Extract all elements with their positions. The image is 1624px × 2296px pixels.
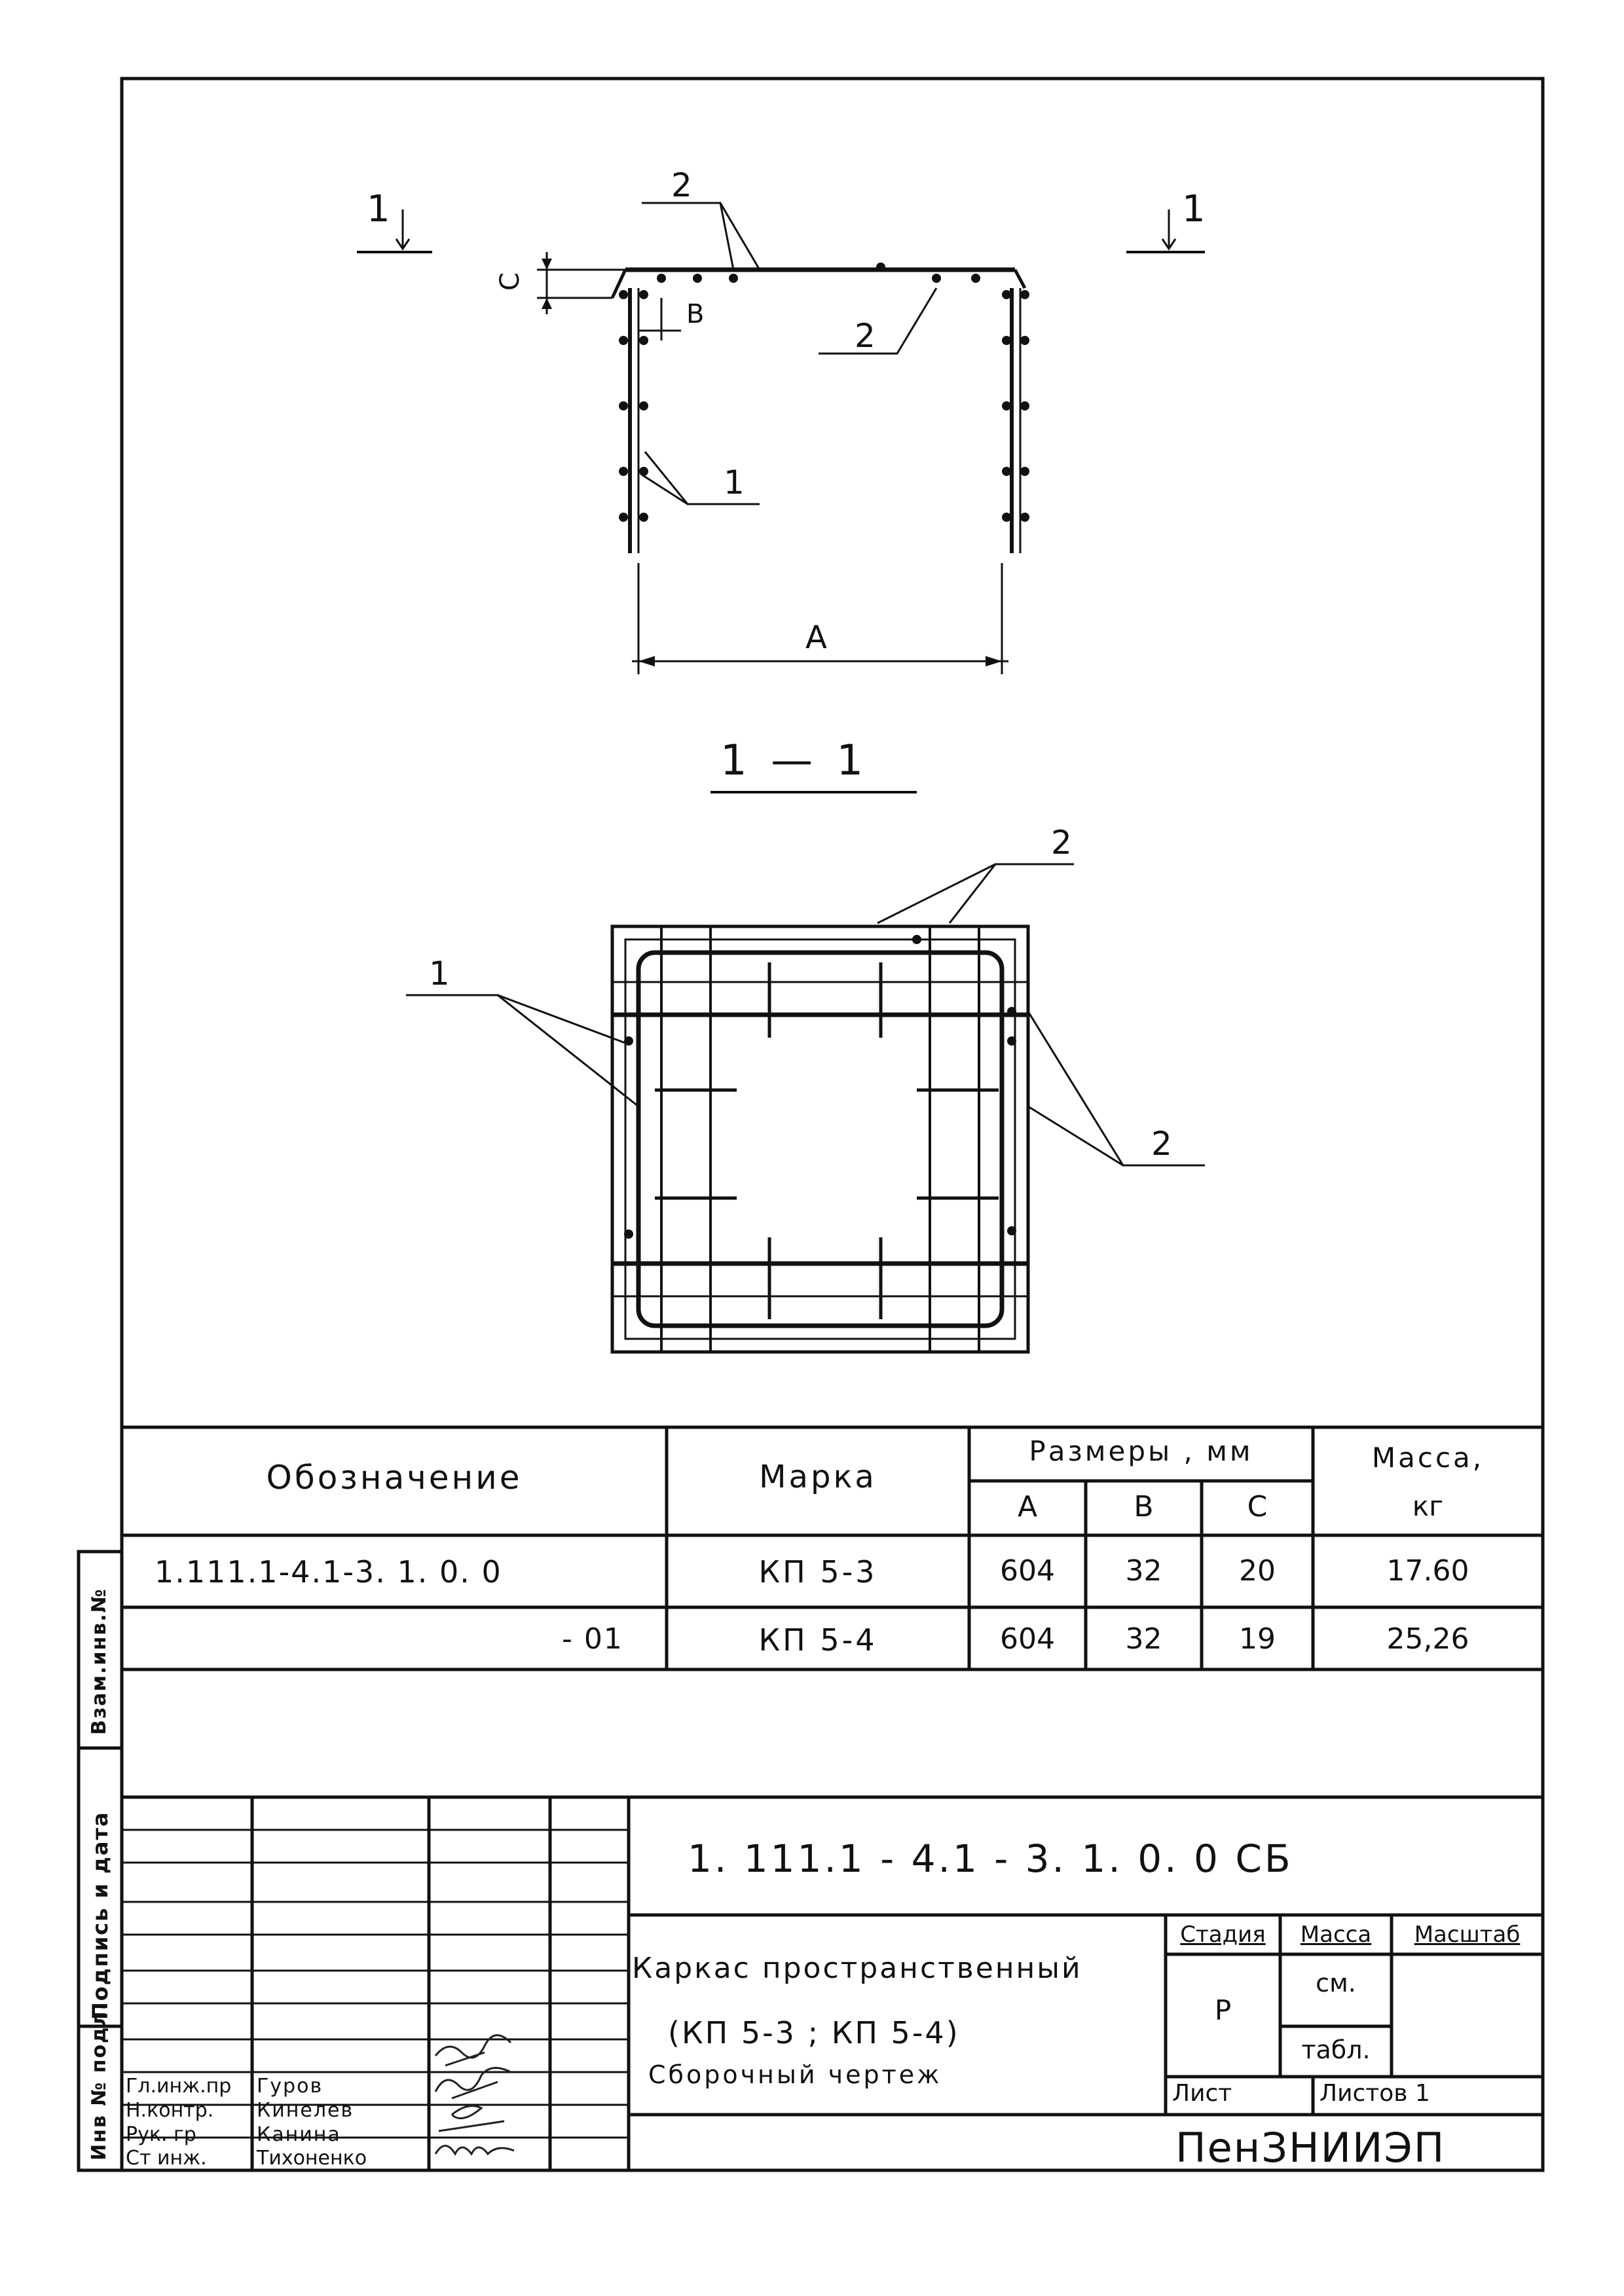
dimension-label-a: A xyxy=(805,619,827,656)
section-view xyxy=(406,864,1205,1352)
signer-2-name: Кинелев xyxy=(257,2099,354,2122)
callout-1-top: 1 xyxy=(724,464,745,501)
row-1-b: 32 xyxy=(1125,1554,1162,1588)
top-view-bars xyxy=(542,259,1029,666)
header-mass-unit: кг xyxy=(1412,1490,1444,1522)
row-2-mass: 25,26 xyxy=(1386,1622,1469,1656)
section-marker-right: 1 xyxy=(1182,188,1206,230)
row-2-b: 32 xyxy=(1125,1622,1162,1656)
mass-value-1: см. xyxy=(1316,1969,1356,1997)
section-title: 1 — 1 xyxy=(720,737,869,785)
row-1-a: 604 xyxy=(1000,1554,1055,1588)
stage-label: Стадия xyxy=(1180,1922,1266,1948)
signer-2-role: Н.контр. xyxy=(126,2099,214,2122)
sheet-label: Лист xyxy=(1172,2080,1232,2107)
title-line-3: Сборочный чертеж xyxy=(648,2060,942,2089)
side-inv-podl: Инв № подл. xyxy=(88,2001,111,2160)
callout-2-top-a: 2 xyxy=(671,166,692,204)
signer-4-role: Ст инж. xyxy=(126,2147,207,2170)
signer-3-name: Канина xyxy=(257,2123,341,2146)
header-designation: Обозначение xyxy=(266,1459,523,1497)
document-code: 1. 111.1 - 4.1 - 3. 1. 0. 0 СБ xyxy=(688,1836,1293,1881)
top-view xyxy=(357,203,1205,792)
signer-1-name: Гуров xyxy=(257,2075,323,2098)
dimension-label-c: C xyxy=(494,272,525,291)
callout-1-bottom: 1 xyxy=(429,955,450,993)
section-marker-left: 1 xyxy=(367,188,390,230)
row-1-designation: 1.111.1-4.1-3. 1. 0. 0 xyxy=(155,1554,502,1590)
header-dimensions: Размеры , мм xyxy=(1029,1435,1253,1467)
row-1-c: 20 xyxy=(1239,1554,1276,1588)
sheets-label: Листов 1 xyxy=(1320,2080,1430,2107)
header-dim-a: A xyxy=(1017,1490,1038,1523)
signer-1-role: Гл.инж.пр xyxy=(126,2075,232,2098)
header-dim-b: B xyxy=(1134,1490,1154,1523)
side-podpis-data: Подпись и дата xyxy=(88,1811,113,2020)
row-1-mass: 17.60 xyxy=(1386,1554,1469,1588)
dimension-label-b: B xyxy=(686,299,705,329)
title-line-1: Каркас пространственный xyxy=(632,1952,1082,1985)
header-dim-c: C xyxy=(1247,1490,1268,1523)
header-mark: Марка xyxy=(759,1459,877,1495)
signer-3-role: Рук. гр xyxy=(126,2123,196,2146)
row-2-c: 19 xyxy=(1239,1622,1276,1656)
row-2-mark: КП 5-4 xyxy=(758,1622,877,1658)
callout-2-bottom-a: 2 xyxy=(1051,824,1072,862)
callout-2-top-b: 2 xyxy=(855,317,876,355)
organization: ПенЗНИИЭП xyxy=(1175,2124,1446,2172)
signatures xyxy=(435,2035,514,2154)
row-1-mark: КП 5-3 xyxy=(758,1554,877,1590)
signer-4-name: Тихоненко xyxy=(257,2147,367,2170)
callout-2-bottom-b: 2 xyxy=(1151,1125,1172,1163)
title-line-2: (КП 5-3 ; КП 5-4) xyxy=(668,2015,960,2050)
section-view-bars xyxy=(624,935,1016,1239)
header-mass: Масса, xyxy=(1371,1442,1485,1474)
side-vzam-inv: Взам.инв.№ xyxy=(88,1588,111,1735)
row-2-designation: - 01 xyxy=(562,1622,623,1656)
mass-value-2: табл. xyxy=(1301,2035,1371,2064)
scale-label: Масштаб xyxy=(1414,1922,1521,1948)
stage-value: Р xyxy=(1214,1994,1232,2026)
row-2-a: 604 xyxy=(1000,1622,1055,1656)
mass-label: Масса xyxy=(1300,1922,1372,1948)
